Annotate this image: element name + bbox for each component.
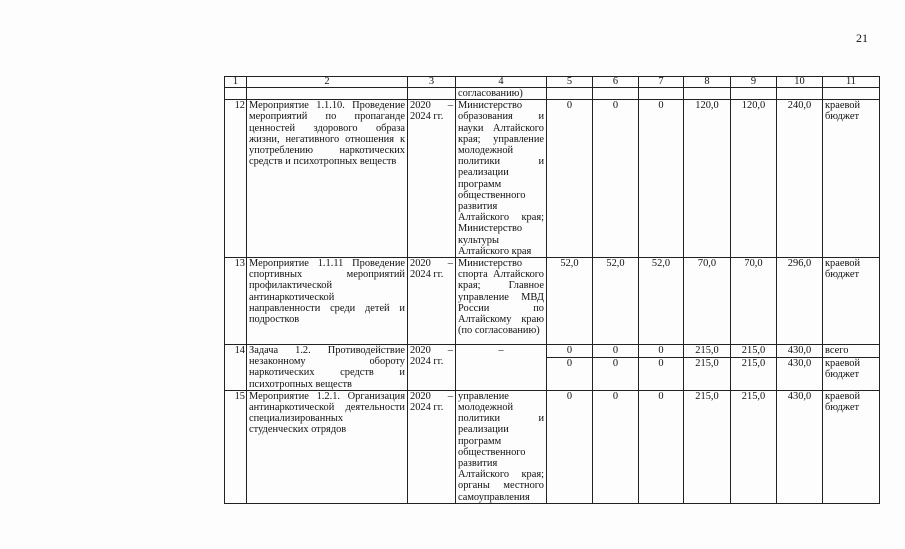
value-cell: 0 — [639, 100, 684, 258]
value-cell: 0 — [639, 357, 684, 390]
header-cell: 6 — [593, 77, 639, 88]
row-number: 12 — [225, 100, 247, 258]
value-cell: 120,0 — [684, 100, 731, 258]
event-name: Мероприятие 1.1.11 Проведение спортивных мероприятий профилактической антинаркотической направленности среди детей и подростков — [247, 258, 408, 345]
row-number: 15 — [225, 390, 247, 503]
value-cell: 0 — [547, 345, 593, 358]
funding-source: всего — [823, 345, 880, 358]
value-cell: 52,0 — [547, 258, 593, 345]
value-cell: 0 — [593, 357, 639, 390]
value-cell: 120,0 — [731, 100, 777, 258]
value-cell: 0 — [593, 345, 639, 358]
value-cell: 0 — [547, 357, 593, 390]
value-cell: 296,0 — [777, 258, 823, 345]
value-cell: 70,0 — [731, 258, 777, 345]
value-cell: 430,0 — [777, 345, 823, 358]
event-name: Мероприятие 1.1.10. Проведение мероприятий по пропаганде ценностей здорового образа жизни, негативного отношения к употреблению наркотических средств и психотропных веществ — [247, 100, 408, 258]
header-cell: 11 — [823, 77, 880, 88]
value-cell: 215,0 — [731, 345, 777, 358]
row-number: 13 — [225, 258, 247, 345]
table-row — [225, 345, 880, 358]
header-cell: 5 — [547, 77, 593, 88]
period-cell: 2020 – 2024 гг. — [408, 345, 456, 391]
value-cell: 430,0 — [777, 390, 823, 503]
header-cell: 7 — [639, 77, 684, 88]
header-cell: 8 — [684, 77, 731, 88]
period-cell: 2020 – 2024 гг. — [408, 258, 456, 345]
task-name: Задача 1.2. Противодействие незаконному обороту наркотических средств и психотропных веществ — [247, 345, 408, 391]
value-cell: 215,0 — [684, 357, 731, 390]
header-cell: 3 — [408, 77, 456, 88]
header-cell: 9 — [731, 77, 777, 88]
header-cell: 4 — [456, 77, 547, 88]
value-cell: 0 — [593, 100, 639, 258]
value-cell: 0 — [639, 390, 684, 503]
funding-source: краевой бюджет — [823, 100, 880, 258]
column-number-header — [225, 77, 880, 88]
value-cell: 215,0 — [684, 345, 731, 358]
executor-cell: Министерство спорта Алтайского края; Главное управление МВД России по Алтайскому краю (по согласованию) — [456, 258, 547, 345]
value-cell: 52,0 — [593, 258, 639, 345]
executor-cell: Министерство образования и науки Алтайского края; управление молодежной политики и реализации программ общественного развития Алтайского края; Министерство культуры Алтайского края — [456, 100, 547, 258]
period-cell: 2020 – 2024 гг. — [408, 390, 456, 503]
funding-source: краевой бюджет — [823, 258, 880, 345]
row-number: 14 — [225, 345, 247, 391]
table-row — [225, 258, 880, 345]
executor-cell: – — [456, 345, 547, 391]
value-cell: 0 — [639, 345, 684, 358]
header-cell: 10 — [777, 77, 823, 88]
value-cell: 0 — [547, 390, 593, 503]
executor-cell: согласованию) — [456, 88, 547, 100]
value-cell: 0 — [547, 100, 593, 258]
executor-cell: управление молодежной политики и реализации программ общественного развития Алтайского края; органы местного самоуправления — [456, 390, 547, 503]
value-cell: 240,0 — [777, 100, 823, 258]
period-cell: 2020 – 2024 гг. — [408, 100, 456, 258]
table-row — [225, 390, 880, 503]
continuation-row — [225, 88, 880, 100]
funding-source: краевой бюджет — [823, 357, 880, 390]
page-number: 21 — [856, 31, 868, 45]
value-cell: 215,0 — [684, 390, 731, 503]
value-cell: 0 — [593, 390, 639, 503]
program-table — [224, 76, 880, 504]
value-cell: 215,0 — [731, 357, 777, 390]
value-cell: 52,0 — [639, 258, 684, 345]
funding-source: краевой бюджет — [823, 390, 880, 503]
value-cell: 70,0 — [684, 258, 731, 345]
value-cell: 430,0 — [777, 357, 823, 390]
header-cell: 2 — [247, 77, 408, 88]
value-cell: 215,0 — [731, 390, 777, 503]
table-row — [225, 100, 880, 258]
header-cell: 1 — [225, 77, 247, 88]
event-name: Мероприятие 1.2.1. Организация антинаркотической деятельности специализированных студенческих отрядов — [247, 390, 408, 503]
